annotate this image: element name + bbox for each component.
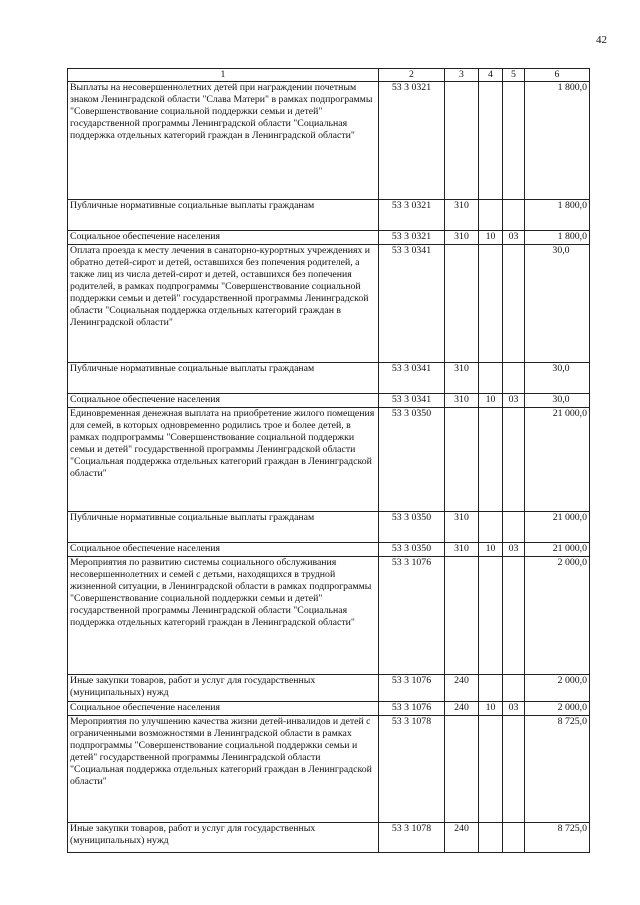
row-sum-cell: 8 725,0: [525, 716, 590, 823]
row-rz-cell: [479, 557, 503, 675]
row-name-cell: Социальное обеспечение населения: [68, 394, 379, 408]
row-pr-cell: 03: [503, 702, 525, 716]
table-row: [68, 231, 590, 245]
table-row: [68, 675, 590, 702]
row-pr-cell: [503, 245, 525, 363]
table-row: [68, 363, 590, 394]
table-header-row: [68, 69, 590, 82]
row-sum-cell: 30,0: [525, 394, 590, 408]
row-sum-cell: 8 725,0: [525, 823, 590, 853]
row-code-cell: 53 3 0341: [379, 245, 445, 363]
table-row: [68, 82, 590, 200]
row-vr-cell: [445, 245, 479, 363]
table-row: [68, 408, 590, 512]
budget-table: [67, 68, 590, 853]
row-sum-cell: 21 000,0: [525, 543, 590, 557]
row-pr-cell: [503, 408, 525, 512]
row-name-cell: Социальное обеспечение населения: [68, 702, 379, 716]
table-row: [68, 702, 590, 716]
table-row: [68, 200, 590, 231]
row-vr-cell: [445, 557, 479, 675]
table-row: [68, 716, 590, 823]
table-row: [68, 245, 590, 363]
row-vr-cell: 240: [445, 675, 479, 702]
row-code-cell: 53 3 0350: [379, 408, 445, 512]
row-sum-cell: 21 000,0: [525, 512, 590, 543]
row-code-cell: 53 3 1078: [379, 716, 445, 823]
row-name-cell: Мероприятия по улучшению качества жизни детей-инвалидов и детей с ограниченными возможностями в Ленинградской области в рамках подпрограммы "Совершенствование социальной поддержки семьи и детей" государственной программы Ленинградской области "Социальная поддержка отдельных категорий граждан в Ленинградской области": [68, 716, 379, 823]
row-pr-cell: [503, 675, 525, 702]
table-row: [68, 512, 590, 543]
table-row: [68, 394, 590, 408]
row-code-cell: 53 3 0321: [379, 82, 445, 200]
row-rz-cell: 10: [479, 394, 503, 408]
row-vr-cell: 310: [445, 231, 479, 245]
row-name-cell: Публичные нормативные социальные выплаты гражданам: [68, 363, 379, 394]
row-rz-cell: 10: [479, 702, 503, 716]
row-sum-cell: 1 800,0: [525, 200, 590, 231]
row-sum-cell: 1 800,0: [525, 82, 590, 200]
row-sum-cell: 1 800,0: [525, 231, 590, 245]
row-vr-cell: 310: [445, 543, 479, 557]
row-name-cell: Единовременная денежная выплата на приобретение жилого помещения для семей, в которых одновременно родились трое и более детей, в рамках подпрограммы "Совершенствование социальной поддержки семьи и детей" государственной программы Ленинградской области "Социальная поддержка отдельных категорий граждан в Ленинградской области": [68, 408, 379, 512]
row-pr-cell: [503, 512, 525, 543]
row-rz-cell: [479, 675, 503, 702]
column-header-1: 1: [68, 69, 379, 82]
row-code-cell: 53 3 1076: [379, 557, 445, 675]
row-code-cell: 53 3 0321: [379, 200, 445, 231]
row-vr-cell: 310: [445, 394, 479, 408]
row-name-cell: Публичные нормативные социальные выплаты гражданам: [68, 200, 379, 231]
table-row: [68, 557, 590, 675]
row-rz-cell: [479, 823, 503, 853]
row-name-cell: Публичные нормативные социальные выплаты гражданам: [68, 512, 379, 543]
column-header-2: 2: [379, 69, 445, 82]
row-code-cell: 53 3 0321: [379, 231, 445, 245]
row-code-cell: 53 3 1076: [379, 675, 445, 702]
row-vr-cell: [445, 716, 479, 823]
row-code-cell: 53 3 0350: [379, 543, 445, 557]
row-name-cell: Оплата проезда к месту лечения в санаторно-курортных учреждениях и обратно детей-сирот и детей, оставшихся без попечения родителей, а также лиц из числа детей-сирот и детей, оставшихся без попечения родителей, в рамках подпрограммы "Совершенствование социальной поддержки семьи и детей" государственной программы Ленинградской области "Социальная поддержка отдельных категорий граждан в Ленинградской области": [68, 245, 379, 363]
table-row: [68, 823, 590, 853]
row-sum-cell: 21 000,0: [525, 408, 590, 512]
row-rz-cell: [479, 716, 503, 823]
row-name-cell: Выплаты на несовершеннолетних детей при награждении почетным знаком Ленинградской области "Слава Матери" в рамках подпрограммы "Совершенствование социальной поддержки семьи и детей" государственной программы Ленинградской области "Социальная поддержка отдельных категорий граждан в Ленинградской области": [68, 82, 379, 200]
row-vr-cell: 310: [445, 200, 479, 231]
column-header-3: 3: [445, 69, 479, 82]
row-name-cell: Социальное обеспечение населения: [68, 231, 379, 245]
row-rz-cell: [479, 363, 503, 394]
row-code-cell: 53 3 1078: [379, 823, 445, 853]
row-code-cell: 53 3 1076: [379, 702, 445, 716]
row-pr-cell: [503, 716, 525, 823]
row-pr-cell: 03: [503, 231, 525, 245]
table-row: [68, 543, 590, 557]
row-vr-cell: [445, 82, 479, 200]
page-number: 42: [596, 34, 607, 46]
row-code-cell: 53 3 0341: [379, 394, 445, 408]
row-rz-cell: [479, 200, 503, 231]
row-rz-cell: [479, 82, 503, 200]
row-rz-cell: [479, 512, 503, 543]
row-vr-cell: 240: [445, 823, 479, 853]
row-rz-cell: [479, 245, 503, 363]
column-header-6: 6: [525, 69, 590, 82]
row-pr-cell: [503, 200, 525, 231]
table-body: [68, 82, 590, 853]
row-pr-cell: [503, 363, 525, 394]
row-name-cell: Иные закупки товаров, работ и услуг для государственных (муниципальных) нужд: [68, 675, 379, 702]
row-code-cell: 53 3 0350: [379, 512, 445, 543]
row-rz-cell: 10: [479, 231, 503, 245]
row-sum-cell: 2 000,0: [525, 675, 590, 702]
row-pr-cell: [503, 557, 525, 675]
row-vr-cell: 240: [445, 702, 479, 716]
row-rz-cell: 10: [479, 543, 503, 557]
row-vr-cell: 310: [445, 363, 479, 394]
row-pr-cell: [503, 823, 525, 853]
row-vr-cell: 310: [445, 512, 479, 543]
row-sum-cell: 2 000,0: [525, 557, 590, 675]
row-pr-cell: 03: [503, 543, 525, 557]
row-pr-cell: 03: [503, 394, 525, 408]
row-vr-cell: [445, 408, 479, 512]
row-name-cell: Иные закупки товаров, работ и услуг для государственных (муниципальных) нужд: [68, 823, 379, 853]
row-name-cell: Социальное обеспечение населения: [68, 543, 379, 557]
row-sum-cell: 30,0: [525, 245, 590, 363]
column-header-4: 4: [479, 69, 503, 82]
row-pr-cell: [503, 82, 525, 200]
row-sum-cell: 2 000,0: [525, 702, 590, 716]
row-code-cell: 53 3 0341: [379, 363, 445, 394]
row-sum-cell: 30,0: [525, 363, 590, 394]
row-name-cell: Мероприятия по развитию системы социального обслуживания несовершеннолетних и семей с детьми, находящихся в трудной жизненной ситуации, в Ленинградской области в рамках подпрограммы "Совершенствование социальной поддержки семьи и детей" государственной программы Ленинградской области "Социальная поддержка отдельных категорий граждан в Ленинградской области": [68, 557, 379, 675]
column-header-5: 5: [503, 69, 525, 82]
row-rz-cell: [479, 408, 503, 512]
